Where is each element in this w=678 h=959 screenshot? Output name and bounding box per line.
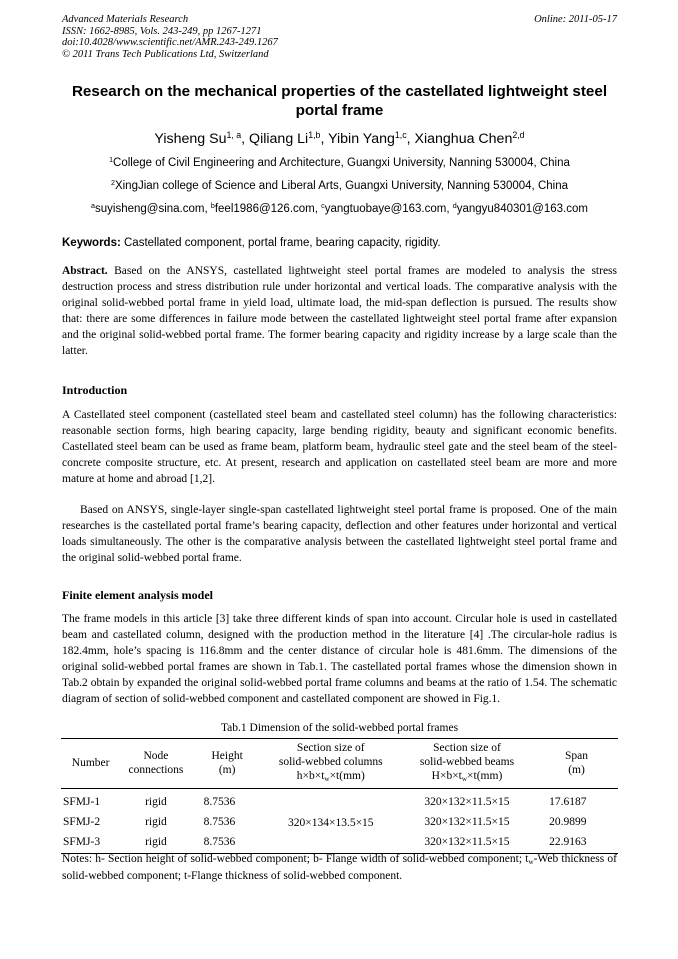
section-heading-introduction: Introduction <box>62 383 128 397</box>
dimension-table <box>61 738 618 854</box>
journal-issn: ISSN: 1662-8985, Vols. 243-249, pp 1267-1271 <box>62 25 262 37</box>
author-sup: 1, a <box>226 130 242 141</box>
cell-node: rigid <box>145 836 167 848</box>
email-link[interactable]: yangyu840301@163.com <box>456 203 588 215</box>
cell-node: rigid <box>145 816 167 828</box>
cell-span: 22.9163 <box>549 836 587 848</box>
author-name: Xianghua Chen <box>414 131 513 147</box>
affiliation-2 <box>62 180 617 192</box>
paper-title: Research on the mechanical properties of the castellated lightweight steel portal frame <box>71 83 608 119</box>
cell-node: rigid <box>145 796 167 808</box>
email-sup: d <box>452 202 457 211</box>
cell-beam-section: 320×132×11.5×15 <box>424 816 510 828</box>
email-link[interactable]: suyisheng@sina.com <box>95 203 205 215</box>
affiliation-sup: 2 <box>110 179 115 188</box>
author-name: Yisheng Su <box>154 131 227 147</box>
header-beam-section: Section size of solid-webbed beams $H\times b\times t_w\times t(mm)$ <box>399 739 535 789</box>
header-height: Height (m) <box>192 739 263 789</box>
author-list: Yisheng Su$^{1, a}$, Qiliang Li$^{1,b}$, Yibin Yang$^{1,c}$, Xianghua Chen$^{2,d}$ <box>154 130 525 147</box>
journal-copyright: © 2011 Trans Tech Publications Ltd, Switzerland <box>62 48 269 60</box>
email-list: $^a$suyisheng@sina.com, $^b$feel1986@126.com, $^c$yangtuobaye@163.com, $^d$yangyu840301@163.com <box>91 202 588 215</box>
notes-text-b: -Web thickness of solid-webbed component; t-Flange thickness of solid-webbed component. <box>62 853 617 882</box>
affiliation-text: College of Civil Engineering and Architecture, Guangxi University, Nanning 530004, China <box>113 157 570 169</box>
keywords-text: Castellated component, portal frame, bearing capacity, rigidity. <box>124 237 441 249</box>
email-sup: a <box>91 202 95 211</box>
abstract-text: Based on the ANSYS, castellated lightweight steel portal frames are modeled to analysis the stress destruction process and stress distribution rule under horizontal and vertical loads. The comparative analysis with the original solid-webbed portal frame in yield load, ultimate load, the mid-span deflection is pursued. The results show that: there are some differences in failure mode between the castellated lightweight steel portal frame after expansion and the original solid-webbed portal frame. The former bearing capacity and rigidity increase by a large scale than the latter. <box>62 265 618 357</box>
email-link[interactable]: feel1986@126.com <box>214 203 315 215</box>
notes-sub: w <box>528 857 534 866</box>
table-row <box>61 789 618 813</box>
notes-text-a: Notes: h- Section height of solid-webbed component; b- Flange width of solid-webbed component; t <box>62 853 529 865</box>
header-column-section: Section size of solid-webbed columns $h\times b\times t_w\times t(mm)$ <box>263 739 399 789</box>
table-caption: Tab.1 Dimension of the solid-webbed portal frames <box>220 722 459 734</box>
keywords-label: Keywords: <box>62 237 121 249</box>
table <box>61 738 618 854</box>
affiliation-1 <box>62 157 617 169</box>
header-node-connections: Node connections <box>120 739 191 789</box>
author-sup: 1,b <box>308 130 321 141</box>
header-number: Number <box>61 739 120 789</box>
email-sup: c <box>321 202 325 211</box>
online-date: Online: 2011-05-17 <box>534 14 617 25</box>
author-sup: 1,c <box>394 130 407 141</box>
journal-name: Advanced Materials Research <box>62 14 189 25</box>
fea-paragraph-1: The frame models in this article [3] take three different kinds of span into account. Circular hole is used in castellated beam and castellated column, designed with the production method in the literature [4] .The circular-hole radius is 182.4mm, hole’s spacing is 116.8mm and the center distance of circular hole is 481.6mm. The dimensions of the original solid-webbed portal frames are shown in Tab.1. The castellated portal frames whose the dimension shown in Tab.2 obtain by expanded the original solid-webbed portal frame columns and beams at the ratio of 1.54. The schematic diagram of section of solid-webbed component and castellated component are showed in Fig.1. <box>62 613 617 705</box>
author-name: Qiliang Li <box>249 131 309 147</box>
cell-height: 8.7536 <box>203 816 236 828</box>
author-name: Yibin Yang <box>328 131 395 147</box>
section-heading-fea: Finite element analysis model <box>62 588 213 602</box>
keywords <box>62 237 617 249</box>
email-link[interactable]: yangtuobaye@163.com <box>324 203 447 215</box>
cell-number: SFMJ-1 <box>63 796 101 808</box>
affiliation-text: XingJian college of Science and Liberal Arts, Guangxi University, Nanning 530004, China <box>114 180 568 192</box>
abstract <box>62 264 617 359</box>
introduction-paragraph-2: Based on ANSYS, single-layer single-span castellated lightweight steel portal frame is proposed. One of the main researches is the castellated portal frame’s bearing capacity, deflection and other features under horizontal and vertical loads simultaneously. The other is the comparative analysis between the castellated lightweight steel portal frame and the original solid-webbed portal frame. <box>62 504 617 564</box>
cell-number: SFMJ-2 <box>63 816 101 828</box>
cell-number: SFMJ-3 <box>63 836 101 848</box>
journal-doi: doi:10.4028/www.scientific.net/AMR.243-249.1267 <box>62 37 278 49</box>
cell-column-section: 320×134×13.5×15 <box>287 816 374 829</box>
introduction-paragraph-1: A Castellated steel component (castellated steel beam and castellated steel column) has the following characteristics: reasonable section forms, high bearing capacity, large bending rigidity, beauty and significant economic benefits. Castellated steel beam can be used as frame beam, platform beam, hydraulic steel gate and the steel beam of the steel-concrete composite structure, etc. At present, research and application on castellated steel beam are more and more mature at home and abroad [1,2]. <box>62 409 617 485</box>
table-header-row <box>61 739 618 789</box>
cell-span: 17.6187 <box>549 796 587 808</box>
email-sup: b <box>210 202 215 211</box>
cell-beam-section: 320×132×11.5×15 <box>424 796 510 808</box>
cell-height: 8.7536 <box>203 796 236 808</box>
cell-beam-section: 320×132×11.5×15 <box>424 836 510 848</box>
cell-span: 20.9899 <box>549 816 587 828</box>
author-sup: 2,d <box>512 130 525 141</box>
affiliation-sup: 1 <box>109 156 114 165</box>
cell-height: 8.7536 <box>203 836 236 848</box>
journal-header <box>62 14 278 60</box>
header-span: Span (m) <box>535 739 618 789</box>
table-notes <box>62 852 617 885</box>
abstract-label: Abstract. <box>62 265 108 277</box>
